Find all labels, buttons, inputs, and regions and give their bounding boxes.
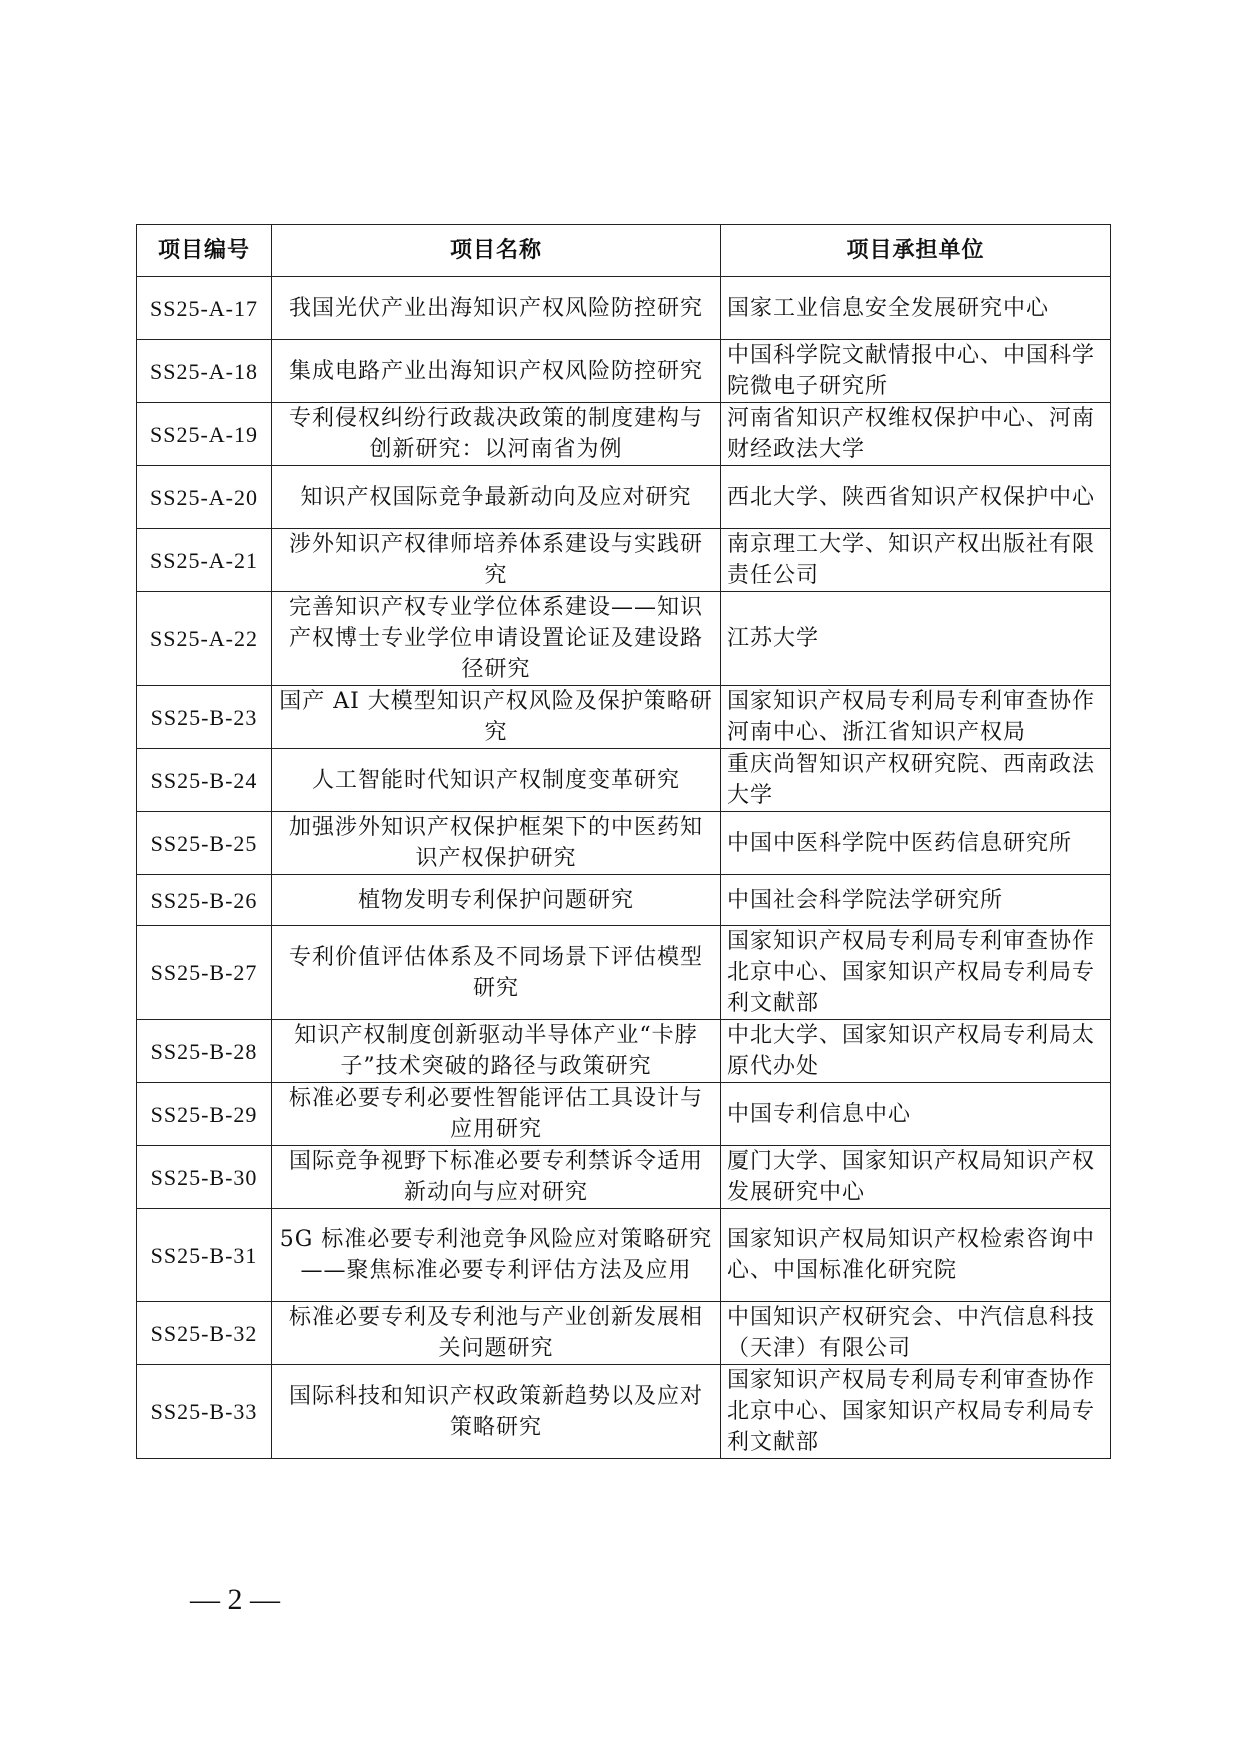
project-name: 国际科技和知识产权政策新趋势以及应对策略研究 bbox=[272, 1365, 721, 1459]
project-code: SS25-A-17 bbox=[137, 277, 272, 340]
project-unit: 国家知识产权局专利局专利审查协作河南中心、浙江省知识产权局 bbox=[721, 686, 1111, 749]
project-unit: 国家工业信息安全发展研究中心 bbox=[721, 277, 1111, 340]
project-code: SS25-B-23 bbox=[137, 686, 272, 749]
project-unit: 国家知识产权局知识产权检索咨询中心、中国标准化研究院 bbox=[721, 1209, 1111, 1302]
project-code: SS25-B-32 bbox=[137, 1302, 272, 1365]
project-unit: 国家知识产权局专利局专利审查协作北京中心、国家知识产权局专利局专利文献部 bbox=[721, 1365, 1111, 1459]
project-name: 我国光伏产业出海知识产权风险防控研究 bbox=[272, 277, 721, 340]
table-row bbox=[137, 277, 1111, 340]
project-unit: 中国社会科学院法学研究所 bbox=[721, 875, 1111, 926]
project-name: 知识产权制度创新驱动半导体产业“卡脖子”技术突破的路径与政策研究 bbox=[272, 1020, 721, 1083]
header-project-code: 项目编号 bbox=[137, 225, 272, 277]
project-code: SS25-B-26 bbox=[137, 875, 272, 926]
table-row bbox=[137, 812, 1111, 875]
table-row bbox=[137, 340, 1111, 403]
table-row bbox=[137, 1020, 1111, 1083]
project-code: SS25-A-20 bbox=[137, 466, 272, 529]
table-row bbox=[137, 686, 1111, 749]
table-row bbox=[137, 749, 1111, 812]
project-unit: 厦门大学、国家知识产权局知识产权发展研究中心 bbox=[721, 1146, 1111, 1209]
project-name: 标准必要专利必要性智能评估工具设计与应用研究 bbox=[272, 1083, 721, 1146]
project-code: SS25-B-29 bbox=[137, 1083, 272, 1146]
project-name: 标准必要专利及专利池与产业创新发展相关问题研究 bbox=[272, 1302, 721, 1365]
table-row bbox=[137, 529, 1111, 592]
project-unit: 江苏大学 bbox=[721, 592, 1111, 686]
page-number: — 2 — bbox=[190, 1583, 280, 1616]
project-code: SS25-A-18 bbox=[137, 340, 272, 403]
project-name: 植物发明专利保护问题研究 bbox=[272, 875, 721, 926]
project-unit: 河南省知识产权维权保护中心、河南财经政法大学 bbox=[721, 403, 1111, 466]
project-name: 完善知识产权专业学位体系建设——知识产权博士专业学位申请设置论证及建设路径研究 bbox=[272, 592, 721, 686]
project-unit: 西北大学、陕西省知识产权保护中心 bbox=[721, 466, 1111, 529]
table-row bbox=[137, 926, 1111, 1020]
table-header-row bbox=[137, 225, 1111, 277]
project-unit: 重庆尚智知识产权研究院、西南政法大学 bbox=[721, 749, 1111, 812]
project-unit: 中国中医科学院中医药信息研究所 bbox=[721, 812, 1111, 875]
project-code: SS25-B-28 bbox=[137, 1020, 272, 1083]
table-row bbox=[137, 875, 1111, 926]
header-project-unit: 项目承担单位 bbox=[721, 225, 1111, 277]
table-row bbox=[137, 1302, 1111, 1365]
project-code: SS25-B-24 bbox=[137, 749, 272, 812]
project-name: 涉外知识产权律师培养体系建设与实践研究 bbox=[272, 529, 721, 592]
project-name: 加强涉外知识产权保护框架下的中医药知识产权保护研究 bbox=[272, 812, 721, 875]
project-name: 专利侵权纠纷行政裁决政策的制度建构与创新研究：以河南省为例 bbox=[272, 403, 721, 466]
project-table bbox=[136, 224, 1111, 1459]
table-row bbox=[137, 1083, 1111, 1146]
project-code: SS25-B-33 bbox=[137, 1365, 272, 1459]
project-unit: 国家知识产权局专利局专利审查协作北京中心、国家知识产权局专利局专利文献部 bbox=[721, 926, 1111, 1020]
project-name: 人工智能时代知识产权制度变革研究 bbox=[272, 749, 721, 812]
table-row bbox=[137, 403, 1111, 466]
project-name: 集成电路产业出海知识产权风险防控研究 bbox=[272, 340, 721, 403]
project-unit: 中北大学、国家知识产权局专利局太原代办处 bbox=[721, 1020, 1111, 1083]
table-row bbox=[137, 1365, 1111, 1459]
project-unit: 南京理工大学、知识产权出版社有限责任公司 bbox=[721, 529, 1111, 592]
table-row bbox=[137, 1146, 1111, 1209]
project-name: 国际竞争视野下标准必要专利禁诉令适用新动向与应对研究 bbox=[272, 1146, 721, 1209]
project-unit: 中国知识产权研究会、中汽信息科技（天津）有限公司 bbox=[721, 1302, 1111, 1365]
project-name: 知识产权国际竞争最新动向及应对研究 bbox=[272, 466, 721, 529]
project-unit: 中国专利信息中心 bbox=[721, 1083, 1111, 1146]
project-code: SS25-A-21 bbox=[137, 529, 272, 592]
project-name: 5G 标准必要专利池竞争风险应对策略研究——聚焦标准必要专利评估方法及应用 bbox=[272, 1209, 721, 1302]
project-code: SS25-A-22 bbox=[137, 592, 272, 686]
project-unit: 中国科学院文献情报中心、中国科学院微电子研究所 bbox=[721, 340, 1111, 403]
table-row bbox=[137, 592, 1111, 686]
project-code: SS25-B-25 bbox=[137, 812, 272, 875]
project-code: SS25-B-31 bbox=[137, 1209, 272, 1302]
project-name: 专利价值评估体系及不同场景下评估模型研究 bbox=[272, 926, 721, 1020]
table-row bbox=[137, 1209, 1111, 1302]
table-row bbox=[137, 466, 1111, 529]
header-project-name: 项目名称 bbox=[272, 225, 721, 277]
project-code: SS25-A-19 bbox=[137, 403, 272, 466]
project-code: SS25-B-27 bbox=[137, 926, 272, 1020]
project-code: SS25-B-30 bbox=[137, 1146, 272, 1209]
project-name: 国产 AI 大模型知识产权风险及保护策略研究 bbox=[272, 686, 721, 749]
